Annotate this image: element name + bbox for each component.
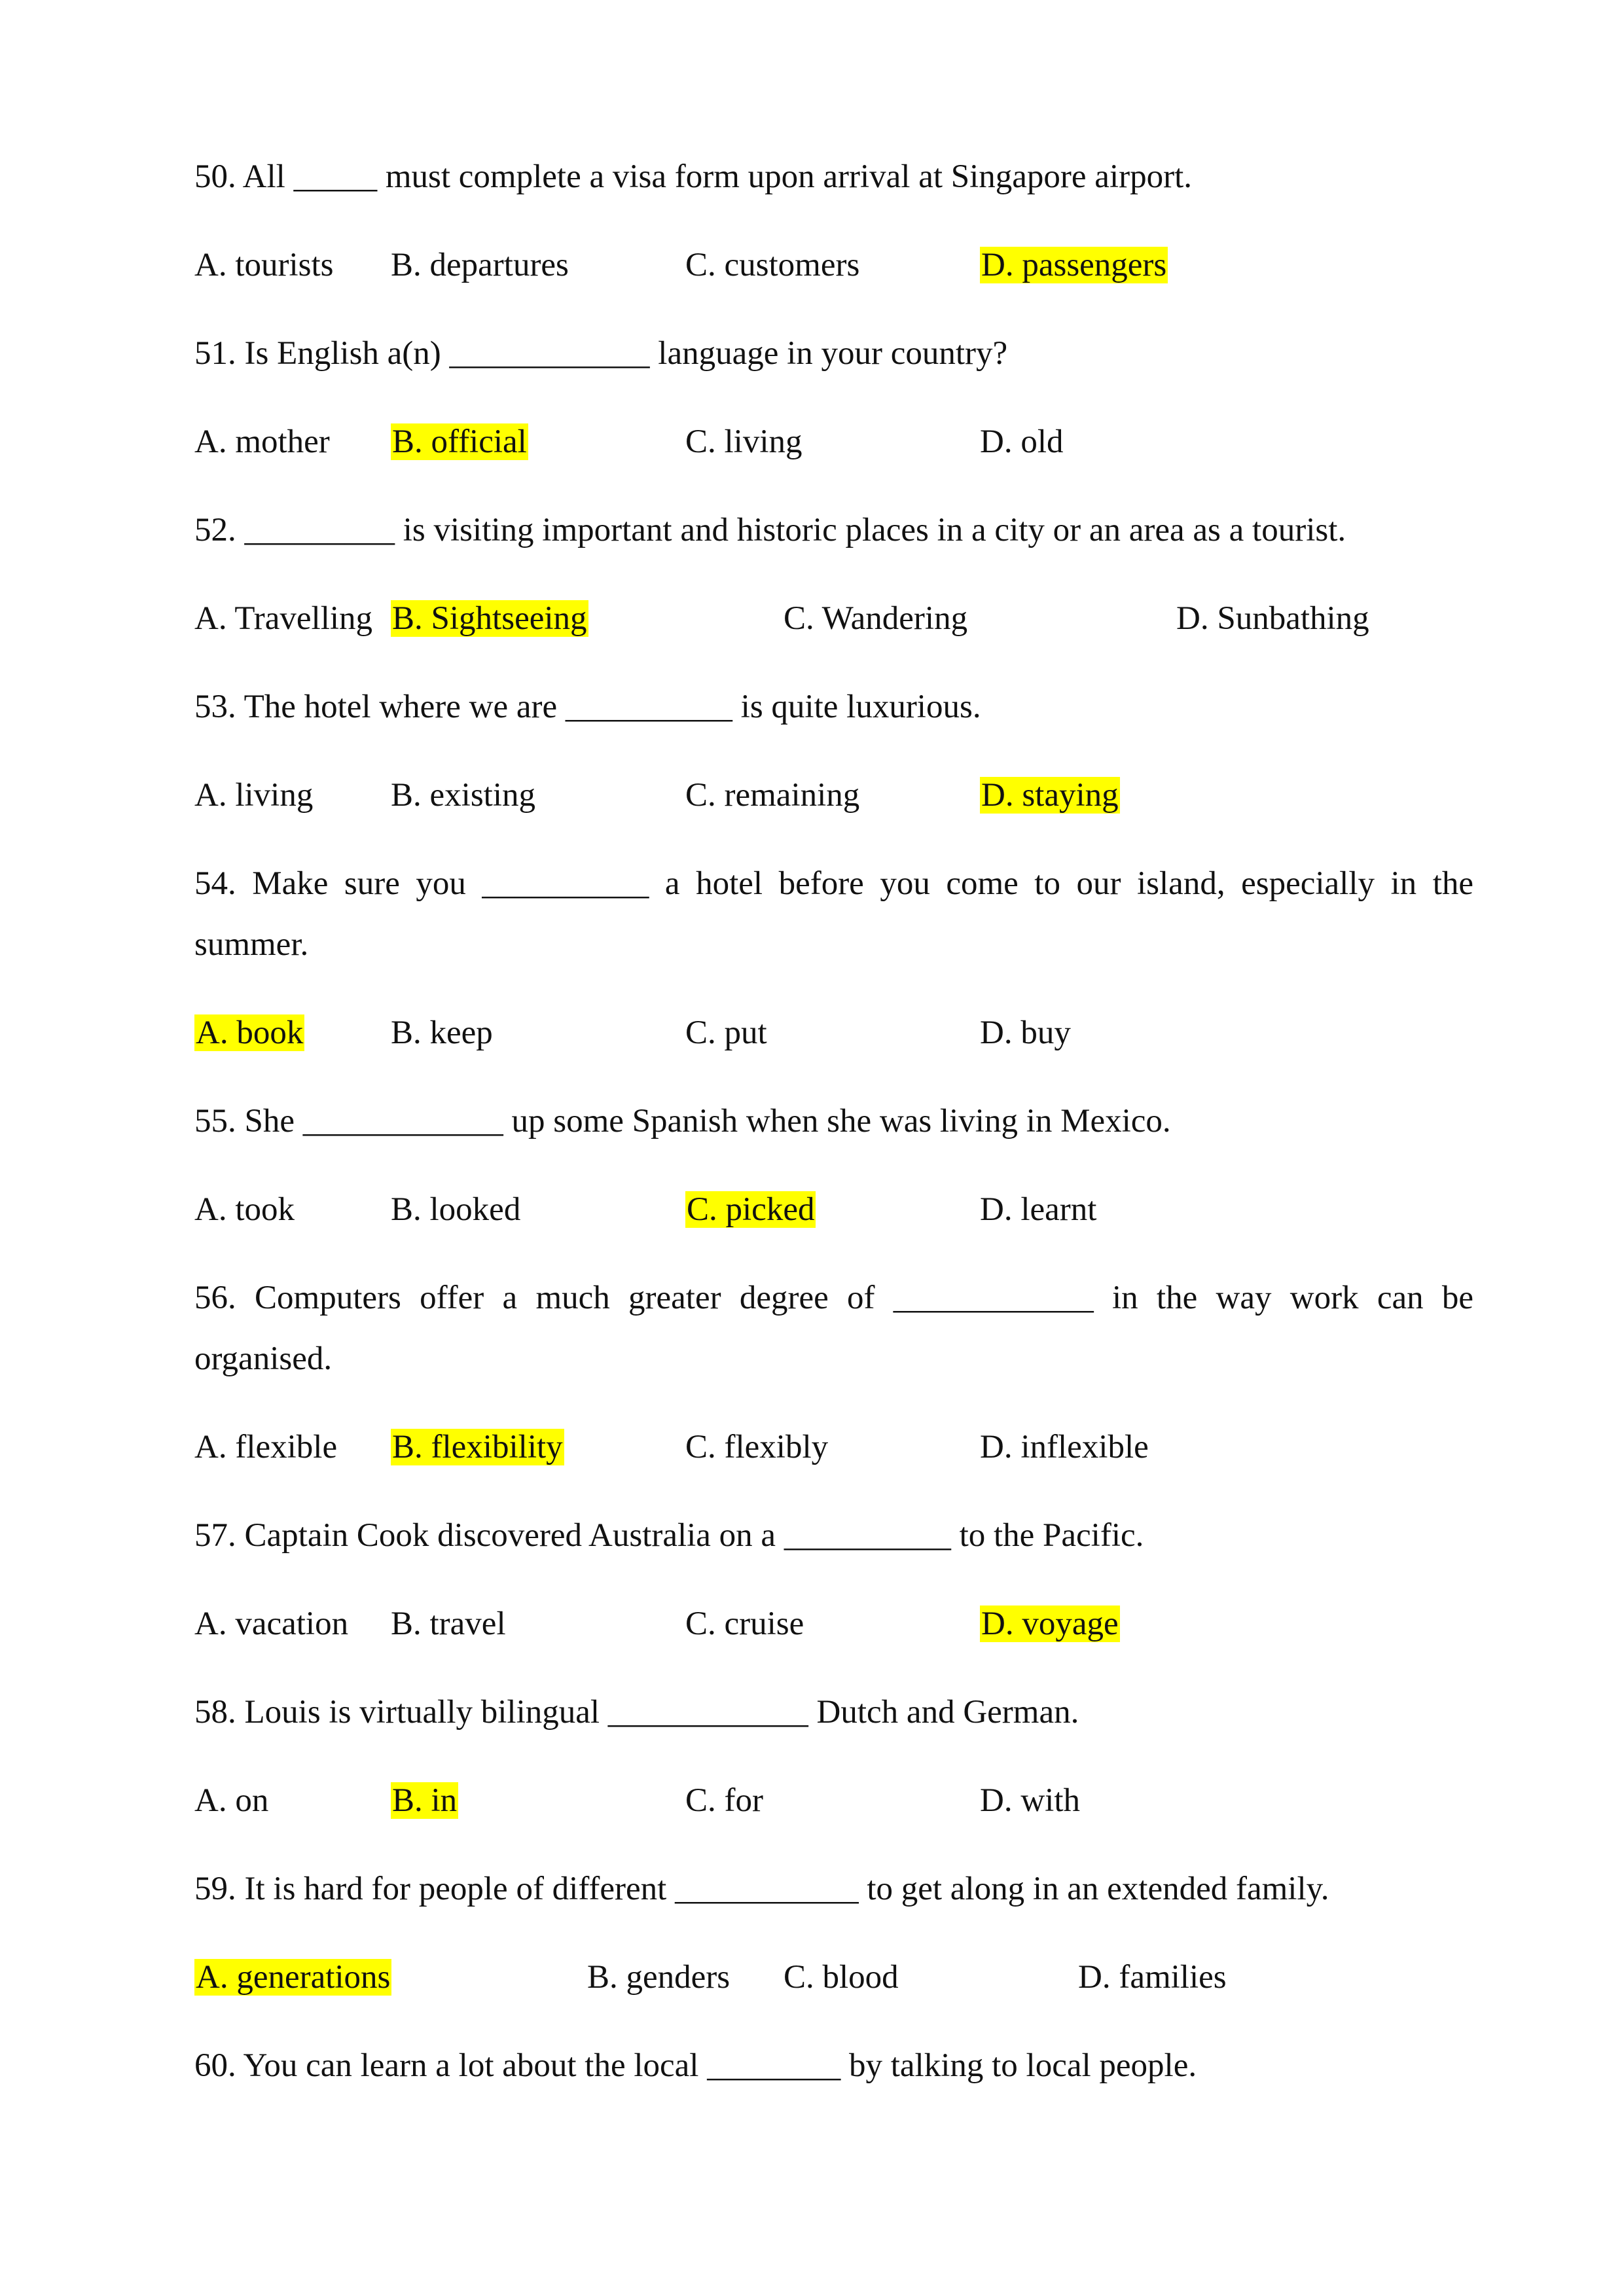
- question-56-option-a: A. flexible: [194, 1429, 338, 1465]
- question-56-option-c: C. flexibly: [685, 1429, 829, 1465]
- question-54-option-b: B. keep: [391, 1014, 493, 1051]
- question-58-stem: 58. Louis is virtually bilingual ____________ Dutch and German.: [194, 1694, 1079, 1731]
- question-55-option-c-answer: C. picked: [687, 1191, 815, 1228]
- question-54-option-a-answer: A. book: [196, 1014, 304, 1051]
- question-55-stem: 55. She ____________ up some Spanish when she was living in Mexico.: [194, 1103, 1171, 1139]
- question-51-option-d: D. old: [980, 423, 1064, 460]
- question-55-option-d: D. learnt: [980, 1191, 1097, 1228]
- question-50-stem: 50. All _____ must complete a visa form upon arrival at Singapore airport.: [194, 158, 1192, 195]
- question-56-stem-line-1: 56. Computers offer a much greater degree of ____________ in the way work can be: [194, 1280, 1473, 1316]
- question-57-option-b: B. travel: [391, 1605, 506, 1642]
- question-57-option-d-answer: D. voyage: [981, 1605, 1119, 1642]
- question-57-option-c: C. cruise: [685, 1605, 804, 1642]
- question-53-option-b: B. existing: [391, 777, 536, 814]
- question-50-option-b: B. departures: [391, 247, 569, 283]
- question-58-option-c: C. for: [685, 1782, 763, 1819]
- question-59-option-a-answer: A. generations: [196, 1959, 391, 1996]
- question-54-stem-line-1: 54. Make sure you __________ a hotel before you come to our island, especially in the: [194, 865, 1473, 902]
- question-59-option-d: D. families: [1078, 1959, 1227, 1996]
- question-53-stem: 53. The hotel where we are __________ is quite luxurious.: [194, 689, 981, 725]
- question-59-option-b: B. genders: [587, 1959, 731, 1996]
- question-51-option-c: C. living: [685, 423, 803, 460]
- question-52-option-a: A. Travelling: [194, 600, 373, 637]
- question-54-stem-line-2: summer.: [194, 926, 309, 963]
- question-59-stem: 59. It is hard for people of different ___________ to get along in an extended family.: [194, 1871, 1329, 1907]
- question-55-option-a: A. took: [194, 1191, 295, 1228]
- question-50-option-d-answer: D. passengers: [981, 247, 1167, 283]
- question-53-option-a: A. living: [194, 777, 314, 814]
- question-58-option-d: D. with: [980, 1782, 1080, 1819]
- question-59-option-c: C. blood: [784, 1959, 899, 1996]
- question-51-option-b-answer: B. official: [392, 423, 527, 460]
- question-56-option-b-answer: B. flexibility: [392, 1429, 563, 1465]
- question-55-option-b: B. looked: [391, 1191, 521, 1228]
- question-54-option-c: C. put: [685, 1014, 767, 1051]
- question-52-option-b-answer: B. Sightseeing: [392, 600, 587, 637]
- question-52-stem: 52. _________ is visiting important and historic places in a city or an area as a tourist.: [194, 512, 1346, 548]
- question-50-option-c: C. customers: [685, 247, 860, 283]
- question-57-stem: 57. Captain Cook discovered Australia on a __________ to the Pacific.: [194, 1517, 1144, 1554]
- question-60-stem: 60. You can learn a lot about the local ________ by talking to local people.: [194, 2047, 1197, 2084]
- question-58-option-a: A. on: [194, 1782, 269, 1819]
- question-50-option-a: A. tourists: [194, 247, 334, 283]
- question-52-option-d: D. Sunbathing: [1176, 600, 1369, 637]
- question-53-option-c: C. remaining: [685, 777, 860, 814]
- question-53-option-d-answer: D. staying: [981, 777, 1119, 814]
- question-57-option-a: A. vacation: [194, 1605, 349, 1642]
- question-52-option-c: C. Wandering: [784, 600, 968, 637]
- question-51-option-a: A. mother: [194, 423, 330, 460]
- question-56-option-d: D. inflexible: [980, 1429, 1149, 1465]
- question-56-stem-line-2: organised.: [194, 1340, 333, 1377]
- question-51-stem: 51. Is English a(n) ____________ language in your country?: [194, 335, 1008, 372]
- question-54-option-d: D. buy: [980, 1014, 1071, 1051]
- question-58-option-b-answer: B. in: [392, 1782, 458, 1819]
